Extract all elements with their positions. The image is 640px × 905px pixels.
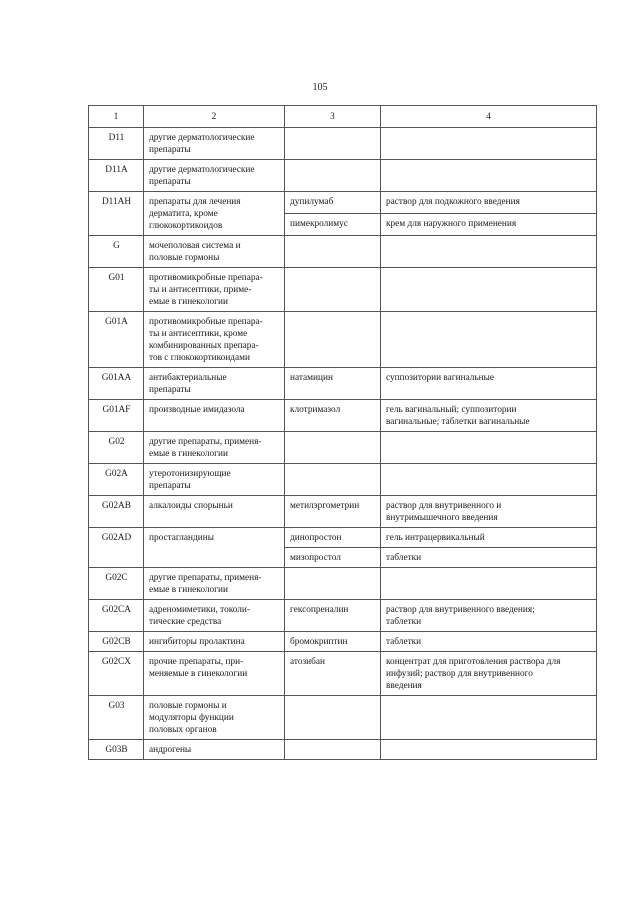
table-row	[89, 400, 597, 432]
atc-code-cell: D11AH	[89, 192, 144, 236]
drug-name-cell	[285, 568, 381, 600]
atc-code-cell: G02AB	[89, 496, 144, 528]
dosage-form-cell	[381, 268, 597, 312]
group-name-cell: другие дерматологические препараты	[144, 160, 285, 192]
atc-code-cell: G02AD	[89, 528, 144, 568]
dosage-form-cell	[381, 312, 597, 368]
atc-code-cell: G02C	[89, 568, 144, 600]
column-header: 3	[285, 106, 381, 128]
drug-name-cell: метилэргометрин	[285, 496, 381, 528]
atc-code-cell: D11	[89, 128, 144, 160]
group-name-cell: препараты для лечения дерматита, кроме глюкокортикоидов	[144, 192, 285, 236]
page-number: 105	[312, 82, 328, 93]
table-body	[89, 128, 597, 760]
atc-code-cell: G	[89, 236, 144, 268]
drug-name-cell	[285, 432, 381, 464]
group-name-cell: алкалоиды спорыньи	[144, 496, 285, 528]
dosage-form-cell	[381, 236, 597, 268]
atc-code-cell: D11A	[89, 160, 144, 192]
dosage-form-cell: таблетки	[381, 632, 597, 652]
table-row	[89, 128, 597, 160]
table-row	[89, 568, 597, 600]
drug-name-cell: мизопростол	[285, 548, 381, 568]
atc-code-cell: G01	[89, 268, 144, 312]
atc-code-cell: G03B	[89, 740, 144, 760]
drug-name-cell	[285, 268, 381, 312]
column-header: 4	[381, 106, 597, 128]
table-row	[89, 432, 597, 464]
dosage-form-cell	[381, 740, 597, 760]
drug-name-cell: гексопреналин	[285, 600, 381, 632]
drug-name-cell: натамицин	[285, 368, 381, 400]
dosage-form-cell: гель интрацервикальный	[381, 528, 597, 548]
table-row	[89, 464, 597, 496]
table-row	[89, 268, 597, 312]
dosage-form-cell	[381, 160, 597, 192]
drug-name-cell: клотримазол	[285, 400, 381, 432]
dosage-form-cell: суппозитории вагинальные	[381, 368, 597, 400]
group-name-cell: антибактериальные препараты	[144, 368, 285, 400]
drug-name-cell	[285, 128, 381, 160]
table-row	[89, 632, 597, 652]
group-name-cell: производные имидазола	[144, 400, 285, 432]
dosage-form-cell: раствор для подкожного введения	[381, 192, 597, 214]
drug-name-cell: динопростон	[285, 528, 381, 548]
dosage-form-cell	[381, 696, 597, 740]
drug-name-cell: атозибан	[285, 652, 381, 696]
table-row	[89, 160, 597, 192]
table-row	[89, 236, 597, 268]
dosage-form-cell: раствор для внутривенного введения; таблетки	[381, 600, 597, 632]
atc-code-cell: G02CX	[89, 652, 144, 696]
drug-name-cell	[285, 464, 381, 496]
dosage-form-cell: раствор для внутривенного и внутримышечного введения	[381, 496, 597, 528]
dosage-form-cell: гель вагинальный; суппозитории вагинальные; таблетки вагинальные	[381, 400, 597, 432]
dosage-form-cell	[381, 568, 597, 600]
drug-name-cell	[285, 312, 381, 368]
table-row	[89, 600, 597, 632]
group-name-cell: другие препараты, применя- емые в гинекологии	[144, 432, 285, 464]
dosage-form-cell	[381, 464, 597, 496]
table-row	[89, 368, 597, 400]
group-name-cell: ингибиторы пролактина	[144, 632, 285, 652]
group-name-cell: мочеполовая система и половые гормоны	[144, 236, 285, 268]
group-name-cell: простагландины	[144, 528, 285, 568]
atc-code-cell: G02	[89, 432, 144, 464]
atc-code-cell: G01A	[89, 312, 144, 368]
dosage-form-cell: концентрат для приготовления раствора для инфузий; раствор для внутривенного введения	[381, 652, 597, 696]
group-name-cell: утеротонизирующие препараты	[144, 464, 285, 496]
group-name-cell: другие препараты, применя- емые в гинекологии	[144, 568, 285, 600]
dosage-form-cell: таблетки	[381, 548, 597, 568]
table-row	[89, 312, 597, 368]
table-row	[89, 528, 597, 548]
atc-code-cell: G01AF	[89, 400, 144, 432]
group-name-cell: противомикробные препара- ты и антисептики, приме- емые в гинекологии	[144, 268, 285, 312]
table-row	[89, 192, 597, 214]
atc-code-cell: G03	[89, 696, 144, 740]
group-name-cell: другие дерматологические препараты	[144, 128, 285, 160]
dosage-form-cell	[381, 128, 597, 160]
group-name-cell: андрогены	[144, 740, 285, 760]
drug-name-cell: пимекролимус	[285, 214, 381, 236]
table-header-row	[89, 106, 597, 128]
group-name-cell: прочие препараты, при- меняемые в гинекологии	[144, 652, 285, 696]
atc-code-cell: G02CA	[89, 600, 144, 632]
column-header: 1	[89, 106, 144, 128]
atc-code-cell: G02CB	[89, 632, 144, 652]
atc-code-cell: G02A	[89, 464, 144, 496]
table-row	[89, 696, 597, 740]
drug-name-cell	[285, 740, 381, 760]
dosage-form-cell	[381, 432, 597, 464]
drug-name-cell	[285, 696, 381, 740]
drug-name-cell: бромокриптин	[285, 632, 381, 652]
group-name-cell: половые гормоны и модуляторы функции половых органов	[144, 696, 285, 740]
group-name-cell: адреномиметики, токоли- тические средства	[144, 600, 285, 632]
table-row	[89, 496, 597, 528]
atc-code-cell: G01AA	[89, 368, 144, 400]
dosage-form-cell: крем для наружного применения	[381, 214, 597, 236]
drug-name-cell	[285, 236, 381, 268]
table-row	[89, 740, 597, 760]
drug-name-cell: дупилумаб	[285, 192, 381, 214]
column-header: 2	[144, 106, 285, 128]
group-name-cell: противомикробные препара- ты и антисептики, кроме комбинированных препара- тов с глюкокортикоидами	[144, 312, 285, 368]
atc-drug-table	[88, 105, 597, 760]
drug-name-cell	[285, 160, 381, 192]
table-row	[89, 652, 597, 696]
